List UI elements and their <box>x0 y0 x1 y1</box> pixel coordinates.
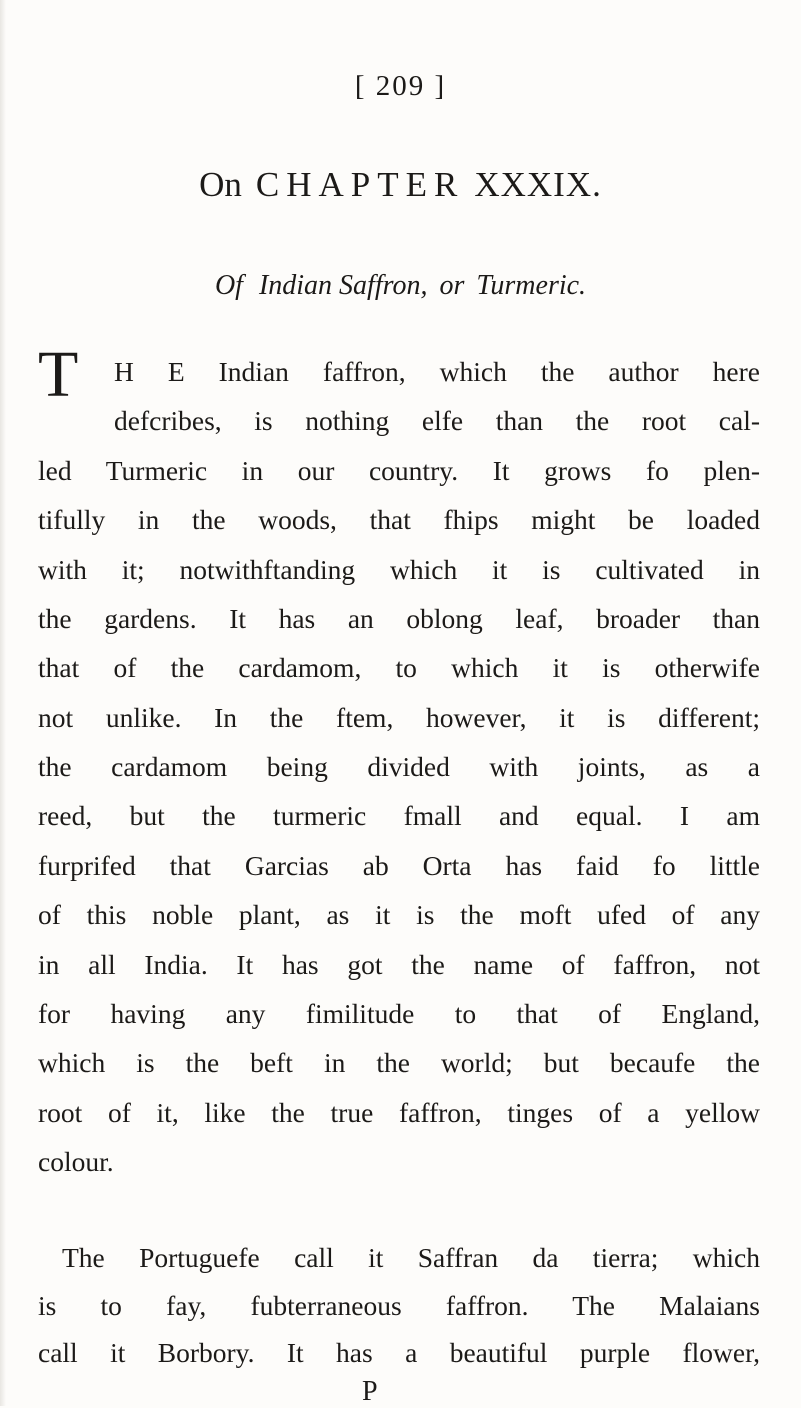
chapter-numeral: XXXIX. <box>474 165 602 204</box>
chapter-heading <box>0 165 801 205</box>
subtitle-of: Of <box>214 270 243 301</box>
text-line: root of it, like the true faffron, tinges of a yellow <box>38 1097 760 1128</box>
chapter-prefix: On <box>199 165 242 204</box>
text-line: The Portuguefe call it Saffran da tierra; which <box>62 1242 760 1273</box>
text-line: tifully in the woods, that fhips might be loaded <box>38 504 760 535</box>
text-line: reed, but the turmeric fmall and equal. I am <box>38 800 760 831</box>
signature-mark: P <box>362 1376 378 1407</box>
text-line: defcribes, is nothing elfe than the root cal- <box>114 405 760 436</box>
text-line: furprifed that Garcias ab Orta has faid fo little <box>38 850 760 881</box>
text-line: led Turmeric in our country. It grows fo plen- <box>38 455 760 486</box>
text-line: in all India. It has got the name of faffron, not <box>38 949 760 980</box>
text-line: the gardens. It has an oblong leaf, broader than <box>38 603 760 634</box>
text-line: that of the cardamom, to which it is otherwife <box>38 652 760 683</box>
subtitle-title-b: Turmeric. <box>476 270 587 301</box>
chapter-word: CHAPTER <box>255 165 465 204</box>
text-line: the cardamom being divided with joints, as a <box>38 751 760 782</box>
text-line: not unlike. In the ftem, however, it is different; <box>38 702 760 733</box>
drop-cap: T <box>38 338 79 411</box>
text-line: call it Borbory. It has a beautiful purple flower, <box>38 1337 760 1368</box>
text-line: for having any fimilitude to that of England, <box>38 998 760 1029</box>
text-line: H E Indian faffron, which the author here <box>114 356 760 387</box>
page-number: [ 209 ] <box>354 70 447 102</box>
text-line: colour. <box>38 1146 114 1177</box>
text-line: of this noble plant, as it is the moft ufed of any <box>38 899 760 930</box>
text-line: with it; notwithftanding which it is cultivated in <box>38 554 760 585</box>
subtitle-or: or <box>439 270 465 301</box>
chapter-subtitle <box>0 270 801 302</box>
subtitle-title-a: Indian Saffron, <box>258 270 428 301</box>
text-line: which is the beft in the world; but becaufe the <box>38 1047 760 1078</box>
binding-edge <box>0 0 6 1406</box>
text-line: is to fay, fubterraneous faffron. The Malaians <box>38 1290 760 1321</box>
